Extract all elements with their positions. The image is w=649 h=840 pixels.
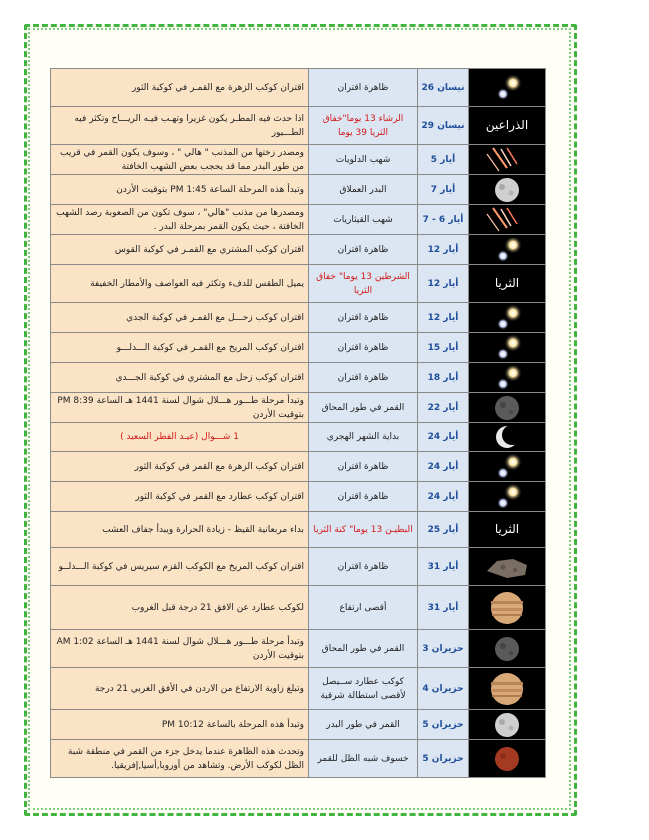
event-date: أيار 22: [418, 393, 469, 423]
constellation-name: الثريا: [494, 521, 520, 536]
event-row: [51, 586, 546, 630]
event-date: أيار 12: [418, 303, 469, 333]
event-date: حزيران 4: [418, 668, 469, 710]
event-description: اقتران كوكب المريخ مع القمـر في كوكبة الـــدلـــو: [51, 333, 309, 363]
event-name: القمر في طور المحاق: [309, 630, 418, 668]
event-description: اقتران كوكب زحل مع المشتري في كوكبة الجـــدي: [51, 363, 309, 393]
event-date: أيار 24: [418, 452, 469, 482]
asteroid-icon: [469, 548, 546, 586]
event-name: ظاهرة اقتران: [309, 548, 418, 586]
event-date: أيار 12: [418, 235, 469, 265]
event-date: حزيران 3: [418, 630, 469, 668]
event-description: اقتران كوكب المشتري مع القمـر في كوكبة القوس: [51, 235, 309, 265]
event-row: [51, 107, 546, 145]
event-name: خسوف شبه الظل للقمر: [309, 740, 418, 778]
event-row: [51, 740, 546, 778]
new-moon-icon: [469, 393, 546, 423]
jupiter-icon: [469, 586, 546, 630]
event-row: [51, 333, 546, 363]
event-name: البطيـن 13 يوما" كنة الثريا: [309, 512, 418, 548]
event-row: [51, 393, 546, 423]
meteor-shower-icon: [469, 205, 546, 235]
event-name: شهب الدلويات: [309, 145, 418, 175]
event-description: وتبدأ هذه المرحلة الساعة 1:45 PM بتوقيت الأردن: [51, 175, 309, 205]
event-row: [51, 145, 546, 175]
meteor-shower-icon: [469, 145, 546, 175]
event-description: اقتران كوكب المريخ مع الكوكب القزم سيريس في كوكبة الـــدلــو: [51, 548, 309, 586]
event-name: كوكب عطارد ســيصل لأقصى استطالة شرقية: [309, 668, 418, 710]
new-moon-icon: [469, 630, 546, 668]
event-date: أيار 6 - 7: [418, 205, 469, 235]
event-date: حزيران 5: [418, 710, 469, 740]
constellation-name: الثريا: [494, 275, 520, 290]
event-row: [51, 363, 546, 393]
event-description: يميل الطقس للدفء وتكثر فيه العواصف والأمطار الخفيفة: [51, 265, 309, 303]
event-date: أيار 18: [418, 363, 469, 393]
full-moon-icon: [469, 710, 546, 740]
event-name: ظاهرة اقتران: [309, 303, 418, 333]
event-row: [51, 710, 546, 740]
event-description: اقتران كوكب عطارد مع القمر في كوكبة الثور: [51, 482, 309, 512]
event-name: الشرطين 13 يوما" خفاق الثريا: [309, 265, 418, 303]
event-name: البدر العملاق: [309, 175, 418, 205]
event-row: [51, 512, 546, 548]
jupiter-icon: [469, 668, 546, 710]
event-date: نيسان 26: [418, 69, 469, 107]
event-name: الرشاء 13 يوما"خفاق الثريا 39 يوما: [309, 107, 418, 145]
event-name: ظاهرة اقتران: [309, 333, 418, 363]
event-row: [51, 69, 546, 107]
event-row: [51, 175, 546, 205]
event-row: [51, 452, 546, 482]
event-date: أيار 5: [418, 145, 469, 175]
event-name: شهب القيثاريات: [309, 205, 418, 235]
conjunction-icon: [469, 303, 546, 333]
event-date: أيار 24: [418, 423, 469, 452]
conjunction-icon: [469, 333, 546, 363]
event-date: أيار 12: [418, 265, 469, 303]
event-description: وتحدث هذه الظاهرة عندما يدخل جزء من القمر في منطقة شبة الظل لكوكب الأرض. وتشاهد من أوروبا,أسيا,إفريقيا.: [51, 740, 309, 778]
event-date: أيار 25: [418, 512, 469, 548]
constellation-name: الذراعين: [485, 117, 529, 132]
event-row: [51, 668, 546, 710]
event-description: وتبدأ هذه المرحلة بالساعة 10:12 PM: [51, 710, 309, 740]
event-description: اذا حدث فيه المطـر يكون غزيرا وتهـب فيـه الريـــاح وتكثر فيه الطـــيور: [51, 107, 309, 145]
conjunction-icon: [469, 482, 546, 512]
event-date: نيسان 29: [418, 107, 469, 145]
event-name: بداية الشهر الهجري: [309, 423, 418, 452]
event-description: اقتران كوكب الزهرة مع القمر في كوكبة الثور: [51, 452, 309, 482]
event-description: ومصدرها من مذنب "هالي" ، سوف تكون من الصعوبة رصد الشهب الخافتة ، حيث يكون القمر بمرحلة البدر .: [51, 205, 309, 235]
event-description: لكوكب عطارد عن الافق 21 درجة قبل الغروب: [51, 586, 309, 630]
event-name: أقصى ارتفاع: [309, 586, 418, 630]
conjunction-icon: [469, 69, 546, 107]
event-description: ومصدر زختها من المذنب " هالي " ، وسوف يكون القمر في قريب من طور البدر مما قد يحجب بعض الشهب الخافتة: [51, 145, 309, 175]
event-description: اقتران كوكب زحـــل مع القمـر في كوكبة الجدي: [51, 303, 309, 333]
event-name: ظاهرة اقتران: [309, 452, 418, 482]
event-date: أيار 31: [418, 586, 469, 630]
conjunction-icon: [469, 363, 546, 393]
conjunction-icon: [469, 235, 546, 265]
event-row: [51, 235, 546, 265]
conjunction-icon: [469, 452, 546, 482]
event-name: ظاهرة اقتران: [309, 235, 418, 265]
event-name: ظاهرة اقتران: [309, 363, 418, 393]
event-description: اقتران كوكب الزهرة مع القمـر في كوكبة الثور: [51, 69, 309, 107]
event-row: [51, 548, 546, 586]
event-date: حزيران 5: [418, 740, 469, 778]
event-description: 1 شـــوال (عيـد الفطر السعيد ): [51, 423, 309, 452]
event-date: أيار 31: [418, 548, 469, 586]
event-row: [51, 630, 546, 668]
event-row: [51, 205, 546, 235]
event-name: ظاهرة اقتران: [309, 69, 418, 107]
event-description: وتبدأ مرحلة طـــور هـــلال شوال لسنة 1441 هـ الساعة 1:02 AM بتوقيت الأردن: [51, 630, 309, 668]
event-name: القمر في طور المحاق: [309, 393, 418, 423]
event-row: [51, 423, 546, 452]
constellation-label: [469, 265, 546, 303]
event-description: بداء مربعانية القيظ - زيادة الحرارة ويبدأ جفاف العشب: [51, 512, 309, 548]
red-moon-icon: [469, 740, 546, 778]
event-row: [51, 265, 546, 303]
constellation-label: [469, 107, 546, 145]
event-description: وتبدأ مرحلة طـــور هـــلال شوال لسنة 1441 هـ الساعة 8:39 PM بتوقيت الأردن: [51, 393, 309, 423]
event-description: وتبلغ زاوية الارتفاع من الاردن في الأفق الغربي 21 درجة: [51, 668, 309, 710]
event-name: ظاهرة اقتران: [309, 482, 418, 512]
event-date: أيار 24: [418, 482, 469, 512]
full-moon-icon: [469, 175, 546, 205]
event-date: أيار 7: [418, 175, 469, 205]
astronomy-events-table: [50, 68, 546, 778]
event-row: [51, 303, 546, 333]
crescent-moon-icon: [469, 423, 546, 452]
event-name: القمر في طور البدر: [309, 710, 418, 740]
event-row: [51, 482, 546, 512]
constellation-label: [469, 512, 546, 548]
event-date: أيار 15: [418, 333, 469, 363]
